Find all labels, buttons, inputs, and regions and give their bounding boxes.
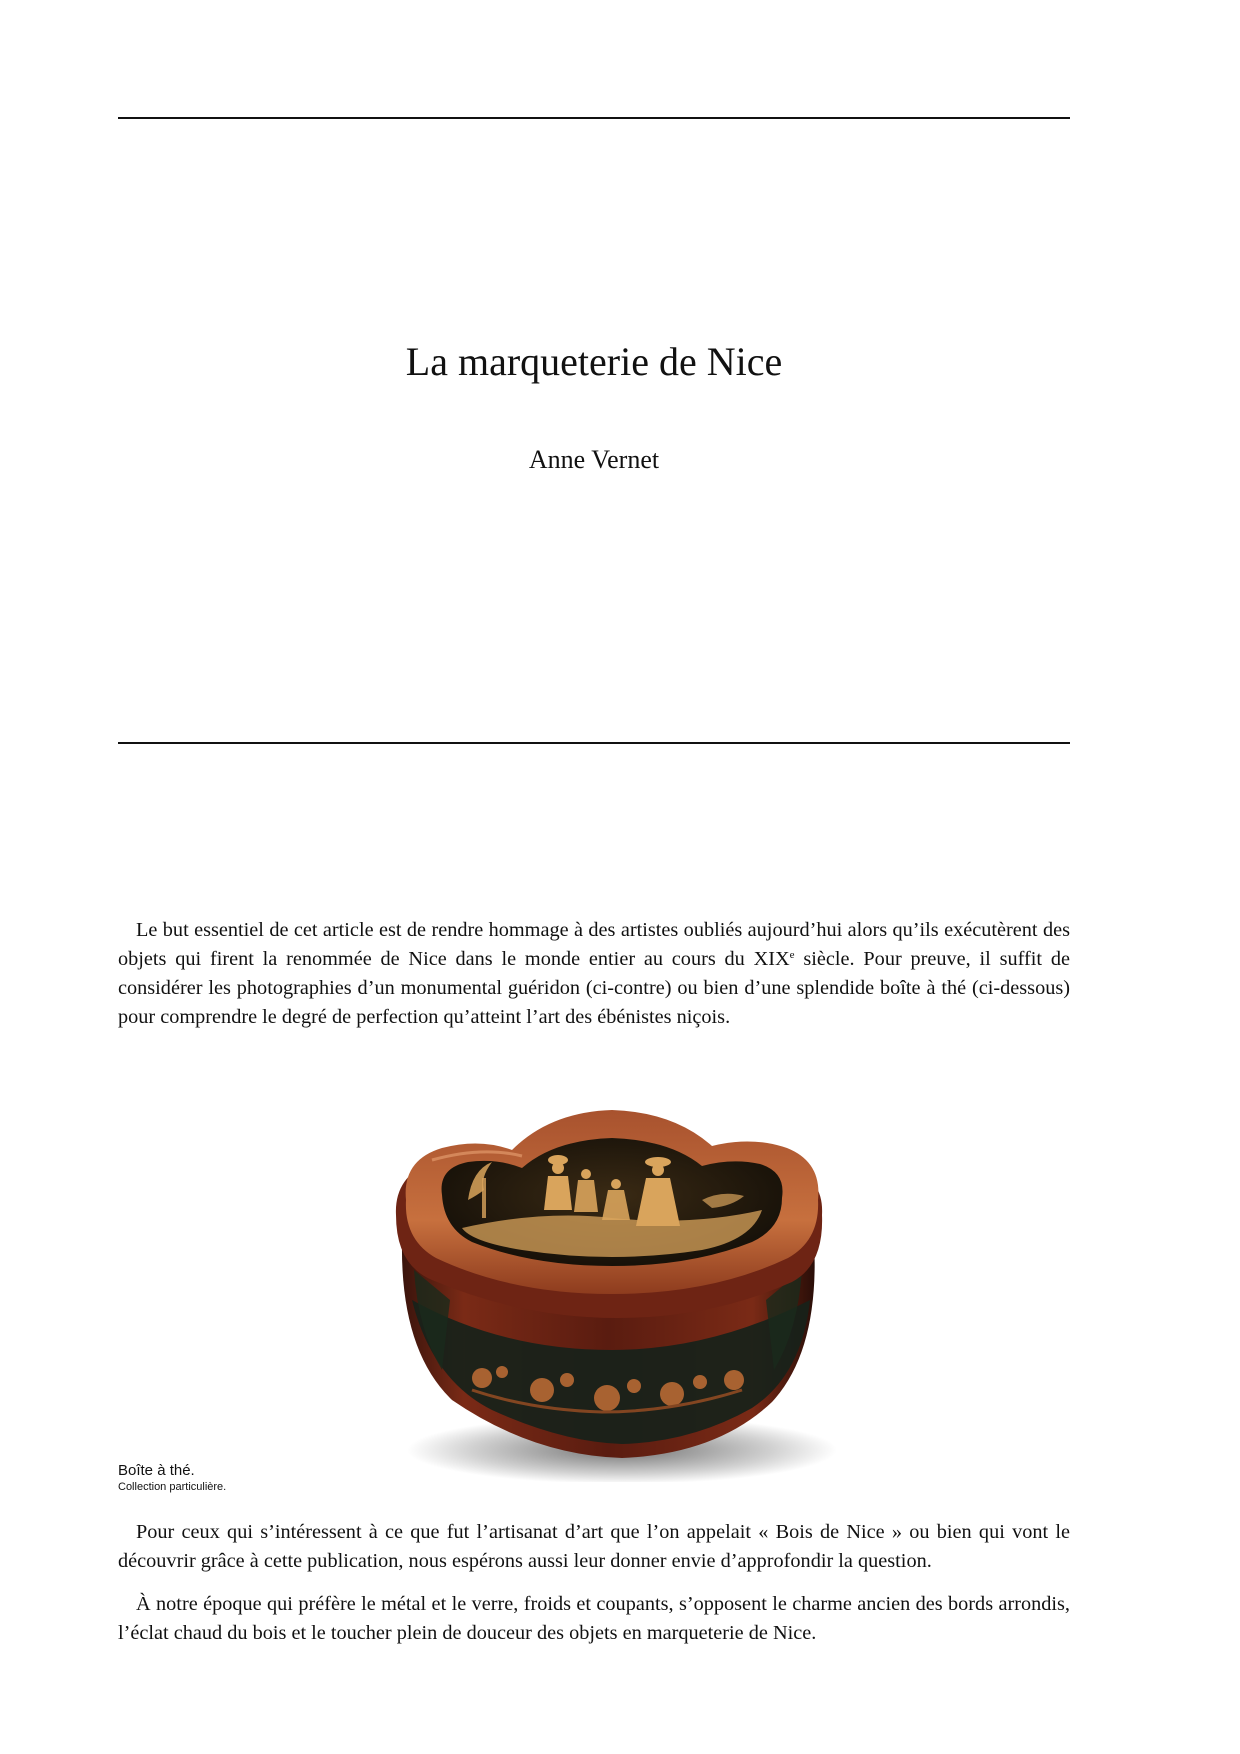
tea-box-photo bbox=[372, 1050, 842, 1482]
caption-credit: Collection particulière. bbox=[118, 1481, 227, 1493]
figure-caption bbox=[118, 1462, 226, 1494]
century-superscript: e bbox=[789, 949, 795, 961]
intro-text-cont: siècle. Pour preuve, il suffit de considérer les photographies d’un monumental guéridon (ci-contre) ou bien d’une splendide boîte à thé (ci-dessous) pour comprendre le degré de perfection qu’atteint l’art des ébénistes niçois. bbox=[118, 948, 1070, 1028]
third-paragraph: À notre époque qui préfère le métal et le verre, froids et coupants, s’opposent le charme ancien des bords arrondis, l’éclat chaud du bois et le toucher plein de douceur des objets en marqueterie de Nice. bbox=[118, 1593, 1070, 1644]
top-rule bbox=[118, 117, 1070, 119]
article-title: La marqueterie de Nice bbox=[405, 339, 783, 384]
bottom-rule bbox=[118, 742, 1070, 744]
second-paragraph: Pour ceux qui s’intéressent à ce que fut l’artisanat d’art que l’on appelait « Bois de Nice » ou bien qui vont le découvrir grâce à cette publication, nous espérons aussi leur donner envie d’approfondir la question. bbox=[118, 1521, 1070, 1572]
intro-text: Le but essentiel de cet article est de rendre hommage à des artistes oubliés aujourd’hui alors qu’ils exécutèrent des objets qui firent la renommée de Nice dans le monde entier au cours du XIX bbox=[118, 919, 1070, 970]
intro-paragraph bbox=[118, 916, 1070, 1032]
caption-title: Boîte à thé. bbox=[118, 1462, 195, 1479]
article-author: Anne Vernet bbox=[528, 445, 660, 474]
